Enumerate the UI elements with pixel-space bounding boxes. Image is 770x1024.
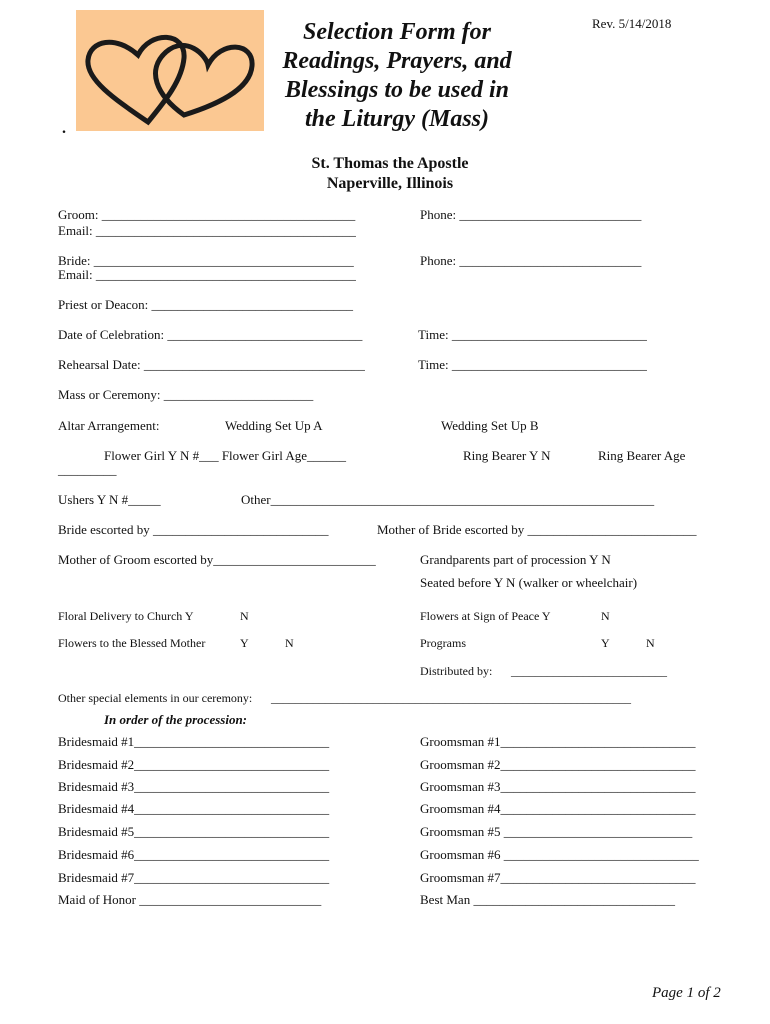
groom-phone-field[interactable]: Phone: ____________________________ xyxy=(420,207,642,222)
programs-label: Programs xyxy=(420,636,466,650)
seated-before-field[interactable]: Seated before Y N (walker or wheelchair) xyxy=(420,575,638,590)
blessed-mother-no[interactable]: N xyxy=(285,636,294,650)
revision-date: Rev. 5/14/2018 xyxy=(592,16,672,31)
groomsman-field[interactable]: Groomsman #1______________________________ xyxy=(420,734,696,749)
programs-yes[interactable]: Y xyxy=(601,636,610,650)
distributed-line[interactable]: __________________________ xyxy=(511,664,667,678)
ring-bearer-age-line[interactable]: _________ xyxy=(58,462,117,477)
bridesmaid-field[interactable]: Bridesmaid #5______________________________ xyxy=(58,824,330,839)
page-number: Page 1 of 2 xyxy=(652,985,721,1001)
bride-phone-field[interactable]: Phone: ____________________________ xyxy=(420,253,642,268)
flower-girl-field[interactable]: Flower Girl Y N #___ Flower Girl Age______ xyxy=(104,448,347,463)
floral-delivery-no[interactable]: N xyxy=(240,609,249,623)
intertwined-hearts-icon xyxy=(76,10,264,131)
special-elements-line[interactable]: ____________________________________________________________ xyxy=(271,691,631,705)
rehearsal-date-field[interactable]: Rehearsal Date: __________________________________ xyxy=(58,357,365,372)
setup-b-option[interactable]: Wedding Set Up B xyxy=(441,418,539,433)
ushers-field[interactable]: Ushers Y N #_____ xyxy=(58,492,161,507)
mother-of-bride-escort-field[interactable]: Mother of Bride escorted by __________________________ xyxy=(377,522,697,537)
hearts-logo xyxy=(76,10,264,131)
groomsman-field[interactable]: Groomsman #3______________________________ xyxy=(420,779,696,794)
ring-bearer-age-label: Ring Bearer Age xyxy=(598,448,686,463)
ring-bearer-field[interactable]: Ring Bearer Y N xyxy=(463,448,551,463)
mother-of-groom-escort-field[interactable]: Mother of Groom escorted by_________________________ xyxy=(58,552,376,567)
blessed-mother-yes[interactable]: Y xyxy=(240,636,249,650)
bridesmaid-field[interactable]: Bridesmaid #4______________________________ xyxy=(58,801,330,816)
setup-a-option[interactable]: Wedding Set Up A xyxy=(225,418,323,433)
title-line: Blessings to be used in xyxy=(284,77,510,103)
bride-escort-field[interactable]: Bride escorted by ___________________________ xyxy=(58,522,329,537)
parish-name: St. Thomas the Apostle xyxy=(311,155,469,172)
bullet-dot: . xyxy=(62,120,66,137)
groomsman-field[interactable]: Groomsman #6 ______________________________ xyxy=(420,847,699,862)
groom-field[interactable]: Groom: _______________________________________ xyxy=(58,207,356,222)
sign-of-peace-no[interactable]: N xyxy=(601,609,610,623)
bridesmaid-field[interactable]: Bridesmaid #1______________________________ xyxy=(58,734,330,749)
groomsman-field[interactable]: Groomsman #2______________________________ xyxy=(420,757,696,772)
special-elements-label: Other special elements in our ceremony: xyxy=(58,691,253,705)
other-field[interactable]: Other___________________________________________________________ xyxy=(241,492,655,507)
title-line: the Liturgy (Mass) xyxy=(304,106,489,132)
altar-label: Altar Arrangement: xyxy=(58,418,160,433)
sign-of-peace-field[interactable]: Flowers at Sign of Peace Y xyxy=(420,609,551,623)
celebration-date-field[interactable]: Date of Celebration: ______________________________ xyxy=(58,327,363,342)
distributed-label: Distributed by: xyxy=(420,664,493,678)
priest-field[interactable]: Priest or Deacon: _______________________________ xyxy=(58,297,354,312)
parish-city: Naperville, Illinois xyxy=(326,175,454,192)
celebration-time-field[interactable]: Time: ______________________________ xyxy=(418,327,647,342)
title-line: Readings, Prayers, and xyxy=(282,48,512,74)
bridesmaid-field[interactable]: Bridesmaid #7______________________________ xyxy=(58,870,330,885)
grandparents-field[interactable]: Grandparents part of procession Y N xyxy=(420,552,611,567)
floral-delivery-field[interactable]: Floral Delivery to Church Y xyxy=(58,609,194,623)
groomsman-field[interactable]: Groomsman #7______________________________ xyxy=(420,870,696,885)
bridesmaid-field[interactable]: Bridesmaid #2______________________________ xyxy=(58,757,330,772)
maid-of-honor-field[interactable]: Maid of Honor ____________________________ xyxy=(58,892,322,907)
bridesmaid-field[interactable]: Bridesmaid #3______________________________ xyxy=(58,779,330,794)
bride-field[interactable]: Bride: ________________________________________ xyxy=(58,253,354,268)
procession-heading: In order of the procession: xyxy=(104,712,248,727)
best-man-field[interactable]: Best Man _______________________________ xyxy=(420,892,675,907)
programs-no[interactable]: N xyxy=(646,636,655,650)
mass-field[interactable]: Mass or Ceremony: _______________________ xyxy=(58,387,314,402)
rehearsal-time-field[interactable]: Time: ______________________________ xyxy=(418,357,647,372)
groomsman-field[interactable]: Groomsman #4______________________________ xyxy=(420,801,696,816)
groomsman-field[interactable]: Groomsman #5 _____________________________ xyxy=(420,824,693,839)
title-line: Selection Form for xyxy=(302,19,491,45)
blessed-mother-field: Flowers to the Blessed Mother xyxy=(58,636,206,650)
bridesmaid-field[interactable]: Bridesmaid #6______________________________ xyxy=(58,847,330,862)
groom-email-field[interactable]: Email: ________________________________________ xyxy=(58,223,356,238)
form-title xyxy=(268,18,526,134)
bride-email-field[interactable]: Email: ________________________________________ xyxy=(58,267,356,282)
